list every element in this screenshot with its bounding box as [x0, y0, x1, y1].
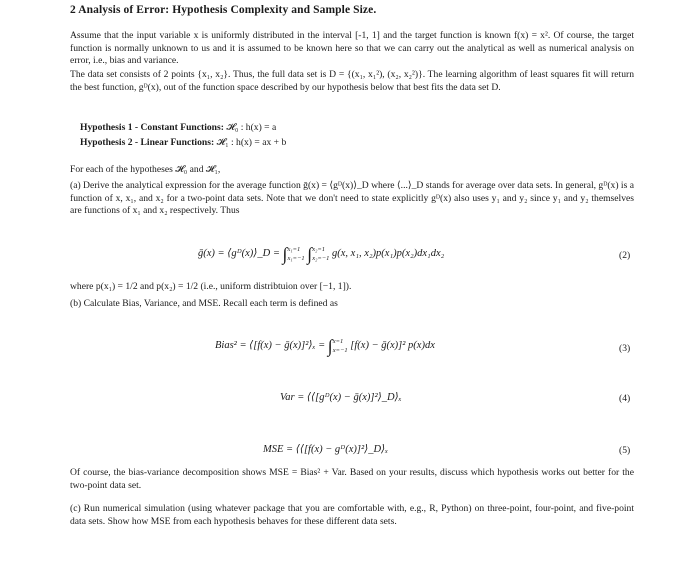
eq2-int1-lower: x₁=−1 [287, 255, 305, 262]
equation-5-number: (5) [619, 445, 631, 456]
eq3-int-lower: x=−1 [332, 347, 348, 354]
eq3-lhs: Bias² = ⟨[f(x) − ḡ(x)]²⟩ₓ = [215, 340, 326, 351]
eq2-int1-upper: x₁=1 [287, 246, 301, 253]
hypothesis-1-label: Hypothesis 1 - Constant Functions: [80, 122, 224, 133]
hypothesis-2-label: Hypothesis 2 - Linear Functions: [80, 137, 215, 148]
where-line: where p(x₁) = 1/2 and p(x₂) = 1/2 (i.e., uniform distribtuion over [−1, 1]). [70, 281, 352, 292]
hypothesis-1-expr: 𝓗₀ : h(x) = a [226, 122, 277, 133]
eq3-rhs: [f(x) − ḡ(x)]² p(x)dx [350, 340, 435, 351]
part-c-paragraph: (c) Run numerical simulation (using whatever package that you are comfortable with, e.g., R, Python) on three-point, four-point, and five-point data sets. Show how MSE from each hypothesis behaves for these different data sets. [70, 503, 634, 527]
integral-sign-icon: ∫ [307, 244, 313, 264]
equation-2-number: (2) [619, 250, 631, 261]
section-heading: 2 Analysis of Error: Hypothesis Complexity and Sample Size. [70, 4, 377, 16]
part-a-paragraph: (a) Derive the analytical expression for the average function ḡ(x) = ⟨gᴰ(x)⟩_D where ⟨...⟩_D stands for average over data sets. In general, gᴰ(x) is a function of x, x₁, and x₂ for a two-point data sets. Note that we don't need to state explicitly gᴰ(x) also uses y₁ and y₂ since y₁ and y₂ themselves are functions of x₁ and x₂ respectively. Thus [70, 180, 634, 217]
eq3-int-upper: x=1 [332, 338, 344, 345]
equation-4-number: (4) [619, 393, 631, 404]
intro-paragraph-2: The data set consists of 2 points {x₁, x₂}. Thus, the full data set is D = {(x₁, x₁²), (x₂, x₂²)}. The learning algorithm of least squares fit will return the best function, gᴰ(x), out of the function space described by our hypothesis below that best fits the data set D. [70, 69, 634, 93]
eq2-int2-lower: x₂=−1 [312, 255, 330, 262]
hypothesis-1 [80, 122, 276, 133]
equation-3 [215, 336, 435, 357]
integral-sign-icon: ∫ [282, 244, 288, 264]
hypothesis-2 [80, 137, 286, 148]
part-b-line: (b) Calculate Bias, Variance, and MSE. Recall each term is defined as [70, 298, 338, 309]
equation-2 [198, 244, 444, 265]
decomposition-paragraph: Of course, the bias-variance decomposition shows MSE = Bias² + Var. Based on your results, discuss which hypothesis works out better for the two-point data set. [70, 467, 634, 491]
equation-3-number: (3) [619, 343, 631, 354]
eq2-int2-upper: x₂=1 [312, 246, 325, 253]
eq2-rhs: g(x, x₁, x₂)p(x₁)p(x₂)dx₁dx₂ [332, 248, 445, 259]
eq2-lhs: ḡ(x) = ⟨gᴰ(x)⟩_D = [198, 248, 280, 259]
equation-4: Var = ⟨⟨[gᴰ(x) − ḡ(x)]²⟩_D⟩ₓ [280, 392, 402, 403]
hypothesis-2-expr: 𝓗₁ : h(x) = ax + b [216, 137, 287, 148]
intro-paragraph-1: Assume that the input variable x is uniformly distributed in the interval [-1, 1] and the target function is known f(x) = x². Of course, the target function is normally unknown to us and it is assumed to be known here so that we can carry out the analytical as well as numerical analysis on error, i.e., bias and variance. [70, 30, 634, 67]
integral-sign-icon: ∫ [327, 336, 333, 356]
for-each-line: For each of the hypotheses 𝓗₀ and 𝓗₁, [70, 164, 221, 175]
equation-5: MSE = ⟨⟨[f(x) − gᴰ(x)]²⟩_D⟩ₓ [263, 444, 389, 455]
